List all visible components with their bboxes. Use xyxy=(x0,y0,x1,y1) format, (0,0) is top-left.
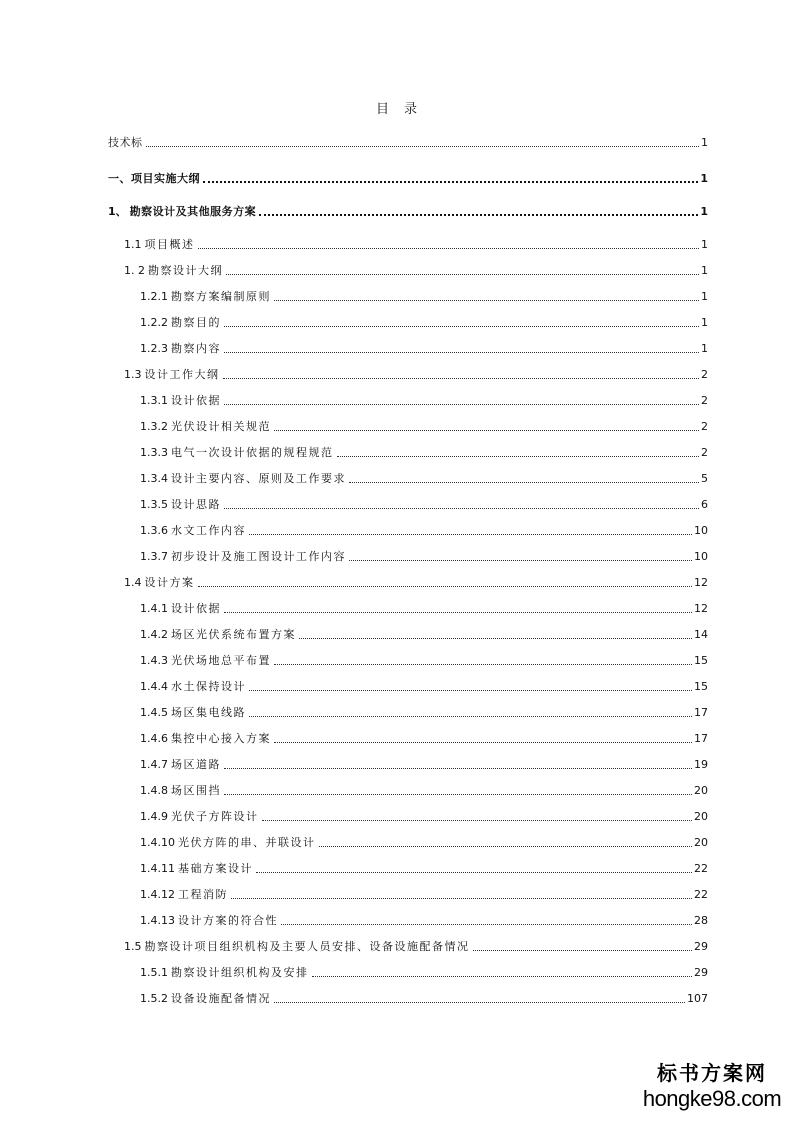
toc-entry-title: 勘察设计大纲 xyxy=(148,264,223,277)
dot-leader xyxy=(262,820,693,821)
toc-entry[interactable] xyxy=(140,992,708,1006)
toc-entry[interactable] xyxy=(140,550,708,564)
toc-entry-number: 1.5.2 xyxy=(140,992,168,1005)
toc-entry[interactable] xyxy=(140,628,708,642)
toc-entry-number: 1.4.7 xyxy=(140,758,168,771)
dot-leader xyxy=(224,768,692,769)
toc-entry-title: 勘察设计项目组织机构及主要人员安排、设备设施配备情况 xyxy=(144,940,470,953)
toc-entry[interactable] xyxy=(140,836,708,850)
toc-entry-page-number: 1 xyxy=(701,264,708,277)
toc-entry-page-number: 17 xyxy=(694,732,708,745)
dot-leader xyxy=(249,534,692,535)
toc-entry-page-number: 1 xyxy=(701,342,708,355)
toc-entry[interactable] xyxy=(140,524,708,538)
dot-leader xyxy=(256,872,692,873)
toc-entry-number: 1.4.10 xyxy=(140,836,175,849)
toc-entry-number: 1.2.2 xyxy=(140,316,168,329)
toc-entry-title: 场区光伏系统布置方案 xyxy=(171,628,296,641)
toc-entry-page-number: 22 xyxy=(694,862,708,875)
toc-entry-title: 设计方案的符合性 xyxy=(178,914,278,927)
title-char-2: 录 xyxy=(404,102,419,117)
toc-entry[interactable] xyxy=(124,264,708,278)
toc-entry-number: 1.4.11 xyxy=(140,862,175,875)
toc-entry-page-number: 1 xyxy=(700,172,708,185)
toc-entry-page-number: 14 xyxy=(694,628,708,641)
toc-entry-title: 水土保持设计 xyxy=(171,680,246,693)
toc-entry-number: 1.4.2 xyxy=(140,628,168,641)
toc-entry-number: 1.4.8 xyxy=(140,784,168,797)
dot-leader xyxy=(274,300,699,301)
toc-entry-title: 勘察内容 xyxy=(171,342,221,355)
toc-entry-number: 1.4.4 xyxy=(140,680,168,693)
toc-entry-page-number: 1 xyxy=(701,290,708,303)
toc-entry[interactable] xyxy=(140,680,708,694)
dot-leader xyxy=(274,664,692,665)
toc-entry-page-number: 1 xyxy=(700,205,708,218)
toc-entry-number: 1.3.6 xyxy=(140,524,168,537)
toc-entry-title: 光伏场地总平布置 xyxy=(171,654,271,667)
toc-entry-number: 1.4.5 xyxy=(140,706,168,719)
toc-entry-number: 1.3.7 xyxy=(140,550,168,563)
watermark-title: 标书方案网 xyxy=(657,1061,767,1085)
toc-entry-title: 勘察方案编制原则 xyxy=(171,290,271,303)
dot-leader xyxy=(224,508,699,509)
toc-entry[interactable] xyxy=(140,498,708,512)
toc-entry-title: 初步设计及施工图设计工作内容 xyxy=(171,550,346,563)
toc-entry-page-number: 17 xyxy=(694,706,708,719)
toc-entry-page-number: 10 xyxy=(694,524,708,537)
toc-entry-page-number: 15 xyxy=(694,654,708,667)
dot-leader xyxy=(319,846,693,847)
dot-leader xyxy=(281,924,692,925)
toc-entry-page-number: 1 xyxy=(701,238,708,251)
dot-leader xyxy=(146,146,700,147)
toc-entry-page-number: 2 xyxy=(701,368,708,381)
toc-entry[interactable] xyxy=(140,784,708,798)
toc-entry[interactable] xyxy=(140,732,708,746)
toc-entry-page-number: 22 xyxy=(694,888,708,901)
toc-entry-number: 1.4.1 xyxy=(140,602,168,615)
toc-entry-page-number: 1 xyxy=(701,136,708,149)
toc-entry-number: 1.4.9 xyxy=(140,810,168,823)
dot-leader xyxy=(249,690,692,691)
toc-entry-title: 设备设施配备情况 xyxy=(171,992,271,1005)
toc-entry-title: 勘察设计组织机构及安排 xyxy=(171,966,309,979)
toc-entry-page-number: 1 xyxy=(701,316,708,329)
toc-entry-page-number: 2 xyxy=(701,420,708,433)
dot-leader xyxy=(226,274,699,275)
toc-entry-number: 1.4.6 xyxy=(140,732,168,745)
toc-entry-number: 1.3 xyxy=(124,368,142,381)
toc-entry-title: 光伏方阵的串、并联设计 xyxy=(178,836,316,849)
toc-entry-number: 1. 2 xyxy=(124,264,145,277)
toc-entry[interactable] xyxy=(140,420,708,434)
toc-entry[interactable] xyxy=(140,472,708,486)
dot-leader xyxy=(231,898,692,899)
toc-entry-page-number: 29 xyxy=(694,940,708,953)
toc-entry-number: 1.3.5 xyxy=(140,498,168,511)
toc-entry[interactable] xyxy=(140,966,708,980)
toc-entry-number: 1.3.3 xyxy=(140,446,168,459)
toc-entry-title: 电气一次设计依据的规程规范 xyxy=(171,446,334,459)
toc-entry-title: 勘察设计及其他服务方案 xyxy=(129,205,257,218)
toc-entry-title: 场区集电线路 xyxy=(171,706,246,719)
toc-entry-number: 1.3.4 xyxy=(140,472,168,485)
toc-entry-page-number: 20 xyxy=(694,784,708,797)
toc-entry-number: 1.3.1 xyxy=(140,394,168,407)
dot-leader xyxy=(224,404,699,405)
toc-entry[interactable] xyxy=(140,758,708,772)
dot-leader xyxy=(224,794,692,795)
toc-entry[interactable] xyxy=(140,914,708,928)
toc-entry[interactable] xyxy=(108,136,708,150)
toc-entry-title: 设计工作大纲 xyxy=(144,368,220,381)
toc-entry-number: 1.1 xyxy=(124,238,142,251)
toc-entry-title: 工程消防 xyxy=(178,888,228,901)
dot-leader xyxy=(312,976,693,977)
toc-entry[interactable] xyxy=(140,394,708,408)
toc-entry-number: 1、 xyxy=(108,205,127,218)
toc-entry[interactable] xyxy=(140,290,708,304)
title-char-1: 目 xyxy=(375,102,390,117)
toc-entry-page-number: 6 xyxy=(701,498,708,511)
toc-entry-number: 1.4.3 xyxy=(140,654,168,667)
dot-leader xyxy=(249,716,692,717)
toc-entry-number: 1.4.13 xyxy=(140,914,175,927)
toc-entry-number: 1.4.12 xyxy=(140,888,175,901)
toc-entry-number: 1.4 xyxy=(124,576,142,589)
dot-leader xyxy=(349,482,699,483)
toc-entry-title: 项目概述 xyxy=(144,238,195,251)
toc-entry[interactable] xyxy=(140,810,708,824)
watermark xyxy=(642,1060,782,1112)
dot-leader xyxy=(224,326,699,327)
toc-entry-title: 技术标 xyxy=(108,136,143,149)
dot-leader xyxy=(224,352,699,353)
toc-entry-title: 设计思路 xyxy=(171,498,221,511)
toc-entry[interactable] xyxy=(140,446,708,460)
toc-entry-page-number: 2 xyxy=(701,446,708,459)
dot-leader xyxy=(299,638,692,639)
toc-entry[interactable] xyxy=(140,654,708,668)
toc-entry-page-number: 12 xyxy=(694,602,708,615)
toc-entry-page-number: 20 xyxy=(694,810,708,823)
toc-entry-number: 1.2.3 xyxy=(140,342,168,355)
toc-entry-title: 一、项目实施大纲 xyxy=(108,172,200,185)
toc-entry-title: 设计方案 xyxy=(144,576,195,589)
toc-entry-title: 场区围挡 xyxy=(171,784,221,797)
dot-leader xyxy=(224,612,692,613)
toc-entry-title: 设计依据 xyxy=(171,602,221,615)
toc-entry[interactable] xyxy=(124,238,708,252)
toc-entry-title: 场区道路 xyxy=(171,758,221,771)
toc-entry-page-number: 20 xyxy=(694,836,708,849)
toc-entry[interactable] xyxy=(140,316,708,330)
toc-entry[interactable] xyxy=(140,888,708,902)
toc-entry-title: 水文工作内容 xyxy=(171,524,246,537)
toc-entry-page-number: 29 xyxy=(694,966,708,979)
watermark-url: hongke98.com xyxy=(642,1086,782,1111)
toc-entry[interactable] xyxy=(108,205,708,219)
dot-leader xyxy=(274,430,699,431)
dot-leader xyxy=(337,456,700,457)
toc-entry-title: 集控中心接入方案 xyxy=(171,732,271,745)
dot-leader xyxy=(274,1002,685,1003)
dot-leader xyxy=(473,950,693,951)
dot-leader xyxy=(349,560,692,561)
toc-entry-page-number: 28 xyxy=(694,914,708,927)
toc-entry-number: 1.5 xyxy=(124,940,142,953)
toc-entry[interactable] xyxy=(124,576,708,590)
dot-leader xyxy=(223,378,700,379)
toc-entry-number: 1.5.1 xyxy=(140,966,168,979)
toc-entry-page-number: 5 xyxy=(701,472,708,485)
toc-entry-page-number: 12 xyxy=(694,576,708,589)
dot-leader xyxy=(203,181,698,183)
toc-entry-title: 光伏设计相关规范 xyxy=(171,420,271,433)
dot-leader xyxy=(198,248,700,249)
toc-entry-title: 基础方案设计 xyxy=(178,862,253,875)
toc-entry[interactable] xyxy=(140,602,708,616)
toc-entry-title: 勘察目的 xyxy=(171,316,221,329)
dot-leader xyxy=(274,742,692,743)
toc-entry[interactable] xyxy=(108,172,708,186)
dot-leader xyxy=(198,586,693,587)
toc-entry[interactable] xyxy=(124,940,708,954)
toc-entry-page-number: 107 xyxy=(687,992,708,1005)
toc-entry-page-number: 15 xyxy=(694,680,708,693)
toc-entry[interactable] xyxy=(140,342,708,356)
toc-entry-page-number: 2 xyxy=(701,394,708,407)
page-title xyxy=(0,98,794,117)
toc-entry[interactable] xyxy=(140,862,708,876)
toc-entry-title: 光伏子方阵设计 xyxy=(171,810,259,823)
toc-entry-title: 设计主要内容、原则及工作要求 xyxy=(171,472,346,485)
toc-entry-number: 1.3.2 xyxy=(140,420,168,433)
toc-entry-page-number: 10 xyxy=(694,550,708,563)
toc-entry-page-number: 19 xyxy=(694,758,708,771)
toc-entry[interactable] xyxy=(124,368,708,382)
toc-entry-number: 1.2.1 xyxy=(140,290,168,303)
toc-entry-title: 设计依据 xyxy=(171,394,221,407)
toc-entry[interactable] xyxy=(140,706,708,720)
dot-leader xyxy=(259,214,698,216)
